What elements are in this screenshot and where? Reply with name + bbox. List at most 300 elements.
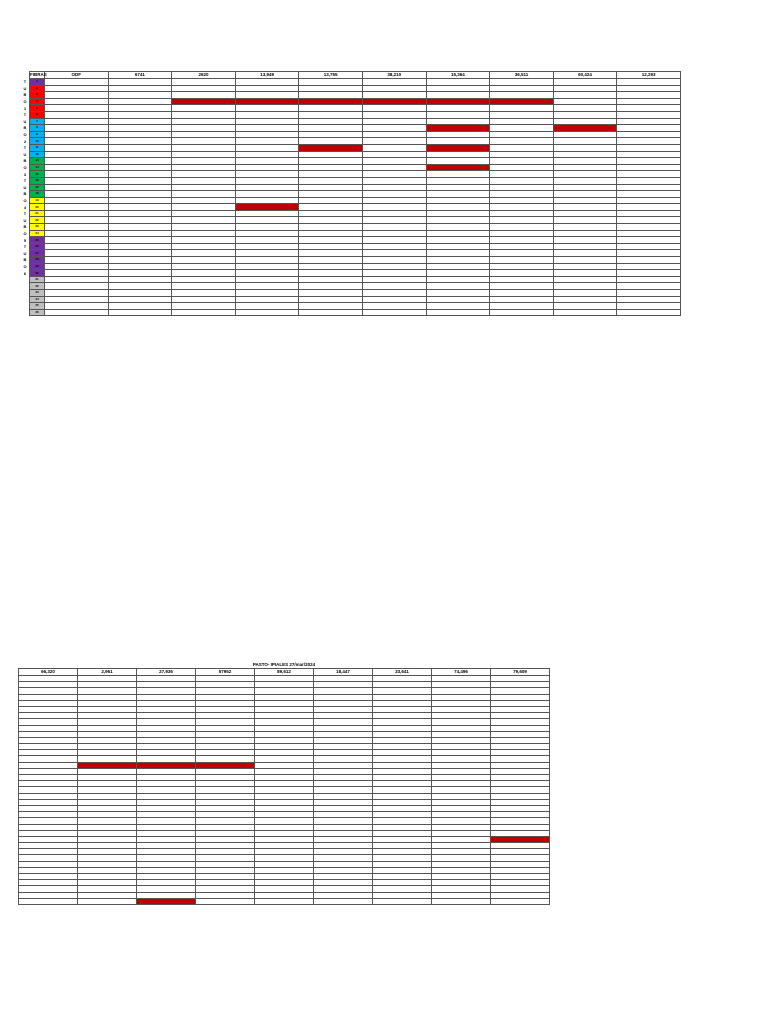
table-cell [172,283,236,290]
table-cell [235,158,299,165]
table-cell [299,290,363,297]
table-cell [172,191,236,198]
table-cell [108,118,172,125]
side-label: O [23,230,27,236]
table-cell [235,164,299,171]
table-cell [45,118,109,125]
table-cell [553,151,617,158]
table-row [21,177,681,184]
side-label: O [23,99,27,105]
table-cell [235,138,299,145]
table-cell [45,138,109,145]
table-cell [299,230,363,237]
table-cell [235,263,299,270]
table-cell [299,92,363,99]
table-cell [426,257,490,264]
side-label: U [23,85,27,91]
table-cell [172,85,236,92]
table-cell [553,125,617,132]
table-cell [299,191,363,198]
table-cell [426,263,490,270]
table-row [21,105,681,112]
table-cell [426,98,490,105]
table-row [21,224,681,231]
table-cell [108,210,172,217]
table-cell [362,184,426,191]
table-cell [553,197,617,204]
side-label: 3 [23,171,27,177]
table-cell [235,79,299,86]
table-cell [553,224,617,231]
table-cell [108,257,172,264]
table-cell [617,85,681,92]
table-cell [299,177,363,184]
column-header: 66,320 [19,669,78,676]
table-cell [362,125,426,132]
table-cell [362,177,426,184]
column-header: 13,949 [235,72,299,79]
table-cell [172,98,236,105]
table-cell [45,204,109,211]
table-cell [235,230,299,237]
table-cell [45,158,109,165]
table-cell [299,184,363,191]
table-cell [617,79,681,86]
table-cell [45,237,109,244]
table-cell [362,191,426,198]
table-cell [617,204,681,211]
table-cell [172,270,236,277]
table-cell [553,184,617,191]
table-cell [108,98,172,105]
table-cell [299,243,363,250]
table-cell [299,224,363,231]
fiber-number: 14 [30,164,45,171]
table-cell [426,131,490,138]
table-cell [362,164,426,171]
header-row [19,669,550,676]
fiber-number: 27 [30,250,45,257]
table-cell [553,276,617,283]
table-cell [235,131,299,138]
table-cell [490,79,554,86]
table-cell [235,184,299,191]
fiber-assignment-table-bottom [18,662,550,905]
fiber-number: 24 [30,230,45,237]
fiber-number: 8 [30,125,45,132]
table-cell [45,230,109,237]
table-cell [490,197,554,204]
table-cell [553,290,617,297]
table-cell [553,250,617,257]
fiber-number: 22 [30,217,45,224]
table-cell [172,151,236,158]
table-cell [45,125,109,132]
table-cell [108,171,172,178]
top-table-body [21,72,681,316]
table-cell [617,276,681,283]
table-cell [490,210,554,217]
table-cell [490,98,554,105]
fiber-number: 7 [30,118,45,125]
table-row [21,111,681,118]
table-cell [235,92,299,99]
column-header: 89,612 [255,669,314,676]
table-cell [299,164,363,171]
table-cell [362,303,426,310]
fiber-number: 18 [30,191,45,198]
side-label: T [23,178,27,184]
table-cell [108,144,172,151]
fiber-number: 28 [30,257,45,264]
table-cell [553,118,617,125]
fiber-number: 12 [30,151,45,158]
table-cell [553,138,617,145]
table-cell [108,250,172,257]
table-row [21,171,681,178]
table-cell [172,204,236,211]
table-cell [617,224,681,231]
table-cell [299,250,363,257]
table-cell [299,270,363,277]
column-header: 2,961 [78,669,137,676]
table-cell [108,105,172,112]
fiber-number: 4 [30,98,45,105]
fiber-number: 16 [30,177,45,184]
column-header: ODF [45,72,109,79]
fiber-number: 21 [30,210,45,217]
table-cell [172,224,236,231]
table-cell [490,118,554,125]
side-label: B [23,191,27,197]
table-cell [172,290,236,297]
fiber-number: 11 [30,144,45,151]
table-cell [490,151,554,158]
table-cell [108,191,172,198]
table-cell [235,270,299,277]
table-cell [45,131,109,138]
table-cell [45,79,109,86]
table-row [21,237,681,244]
table-cell [235,243,299,250]
table-cell [299,118,363,125]
side-label: O [23,263,27,269]
table-cell [553,158,617,165]
table-row [21,98,681,105]
table-cell [108,217,172,224]
fiber-number: 9 [30,131,45,138]
table-cell [426,217,490,224]
table-cell [553,210,617,217]
table-cell [235,85,299,92]
table-cell [362,296,426,303]
column-header: 74,496 [432,669,491,676]
table-cell [553,296,617,303]
table-cell [45,257,109,264]
table-cell [172,164,236,171]
table-cell [426,92,490,99]
table-cell [235,237,299,244]
table-cell [45,184,109,191]
table-cell [617,98,681,105]
table-cell [235,303,299,310]
table-cell [45,171,109,178]
column-header: 60,424 [553,72,617,79]
table-cell [45,164,109,171]
table-cell [426,138,490,145]
table-cell [108,125,172,132]
table-cell [553,303,617,310]
table-cell [235,151,299,158]
table-cell [490,217,554,224]
table-cell [299,257,363,264]
table-cell [235,290,299,297]
table-cell [553,164,617,171]
table-cell [299,217,363,224]
fiber-number: 23 [30,224,45,231]
fiber-number: 36 [30,309,45,316]
table-cell [553,144,617,151]
table-cell [362,158,426,165]
bottom-table-body [19,662,550,904]
side-label: U [23,184,27,190]
table-cell [235,177,299,184]
table-cell [490,92,554,99]
table-cell [490,257,554,264]
table-cell [362,151,426,158]
side-label: T [23,112,27,118]
table-cell [490,230,554,237]
table-cell [45,263,109,270]
table-cell [362,171,426,178]
table-cell [553,79,617,86]
table-cell [362,79,426,86]
table-cell [426,237,490,244]
table-cell [490,191,554,198]
table-cell [45,250,109,257]
table-cell [553,177,617,184]
table-cell [553,270,617,277]
table-cell [362,131,426,138]
table-cell [108,263,172,270]
table-cell [362,118,426,125]
table-cell [235,250,299,257]
table-cell [172,250,236,257]
table-cell [362,197,426,204]
table-cell [373,898,432,904]
table-cell [426,85,490,92]
table-cell [45,296,109,303]
table-cell [362,309,426,316]
table-row [19,898,550,904]
side-label: 5 [23,237,27,243]
table-row [21,217,681,224]
table-cell [299,131,363,138]
table-cell [45,111,109,118]
table-row [21,138,681,145]
table-row [21,270,681,277]
table-cell [45,177,109,184]
fiber-number: 29 [30,263,45,270]
table-cell [235,283,299,290]
fiber-number: 33 [30,290,45,297]
table-cell [299,171,363,178]
table-cell [617,210,681,217]
table-cell [235,118,299,125]
table-row [21,257,681,264]
table-cell [45,98,109,105]
table-row [21,230,681,237]
table-cell [617,303,681,310]
table-row [21,204,681,211]
table-cell [553,111,617,118]
table-cell [617,171,681,178]
table-cell [172,263,236,270]
table-cell [490,158,554,165]
table-cell [108,230,172,237]
table-cell [490,184,554,191]
table-cell [490,309,554,316]
table-cell [45,303,109,310]
table-cell [299,276,363,283]
table-cell [490,177,554,184]
table-cell [553,309,617,316]
table-cell [299,303,363,310]
column-header: 36,511 [490,72,554,79]
table-cell [108,243,172,250]
table-cell [299,151,363,158]
table-cell [108,204,172,211]
table-cell [617,230,681,237]
table-cell [235,296,299,303]
side-label: T [23,211,27,217]
table-cell [553,237,617,244]
table-cell [172,237,236,244]
table-row [21,151,681,158]
table-cell [426,230,490,237]
table-cell [172,184,236,191]
table-cell [299,105,363,112]
table-cell [490,243,554,250]
table-cell [362,138,426,145]
table-cell [490,263,554,270]
table-cell [490,276,554,283]
table-cell [617,138,681,145]
table-cell [490,138,554,145]
table-cell [172,105,236,112]
table-cell [426,79,490,86]
table-cell [426,309,490,316]
table-cell [490,85,554,92]
column-header: 18,447 [314,669,373,676]
table-cell [299,283,363,290]
table-row [21,191,681,198]
table-row [21,250,681,257]
table-row [21,243,681,250]
table-cell [490,224,554,231]
side-label: U [23,250,27,256]
table-cell [235,105,299,112]
side-label: O [23,132,27,138]
table-cell [617,105,681,112]
table-cell [299,263,363,270]
table-cell [490,303,554,310]
table-row [21,85,681,92]
table-cell [426,151,490,158]
table-cell [362,224,426,231]
table-cell [45,197,109,204]
table-cell [172,171,236,178]
side-label: 6 [23,270,27,276]
table-cell [45,290,109,297]
table-cell [172,118,236,125]
table-cell [235,276,299,283]
table-cell [617,191,681,198]
fiber-number: 15 [30,171,45,178]
table-cell [490,144,554,151]
side-label: B [23,257,27,263]
table-cell [45,210,109,217]
table-cell [108,276,172,283]
table-cell [490,131,554,138]
side-label: B [23,125,27,131]
table-row [21,296,681,303]
table-cell [617,217,681,224]
table-cell [490,171,554,178]
table-row [21,309,681,316]
table-cell [108,283,172,290]
table-cell [299,296,363,303]
table-cell [617,144,681,151]
table-row [21,164,681,171]
table-cell [19,898,78,904]
table-cell [553,131,617,138]
side-label: U [23,217,27,223]
column-header: 6741 [108,72,172,79]
fiber-number: 1 [30,79,45,86]
table-cell [426,290,490,297]
table-cell [362,204,426,211]
table-cell [108,197,172,204]
table-cell [172,217,236,224]
table-cell [45,92,109,99]
table-cell [108,177,172,184]
fiber-number: 26 [30,243,45,250]
table-cell [108,309,172,316]
table-cell [172,257,236,264]
table-cell [137,898,196,904]
table-cell [426,105,490,112]
table-cell [314,898,373,904]
table-cell [299,237,363,244]
table-cell [235,171,299,178]
table-cell [235,257,299,264]
table-cell [553,98,617,105]
table-cell [362,237,426,244]
table-cell [172,111,236,118]
table-cell [617,309,681,316]
fiber-number: 31 [30,276,45,283]
table-cell [426,171,490,178]
column-header: 57952 [196,669,255,676]
table-cell [172,197,236,204]
table-cell [426,243,490,250]
side-label [21,296,30,303]
table-row [21,184,681,191]
side-label-spacer [21,72,30,79]
table-cell [617,131,681,138]
table-cell [108,79,172,86]
